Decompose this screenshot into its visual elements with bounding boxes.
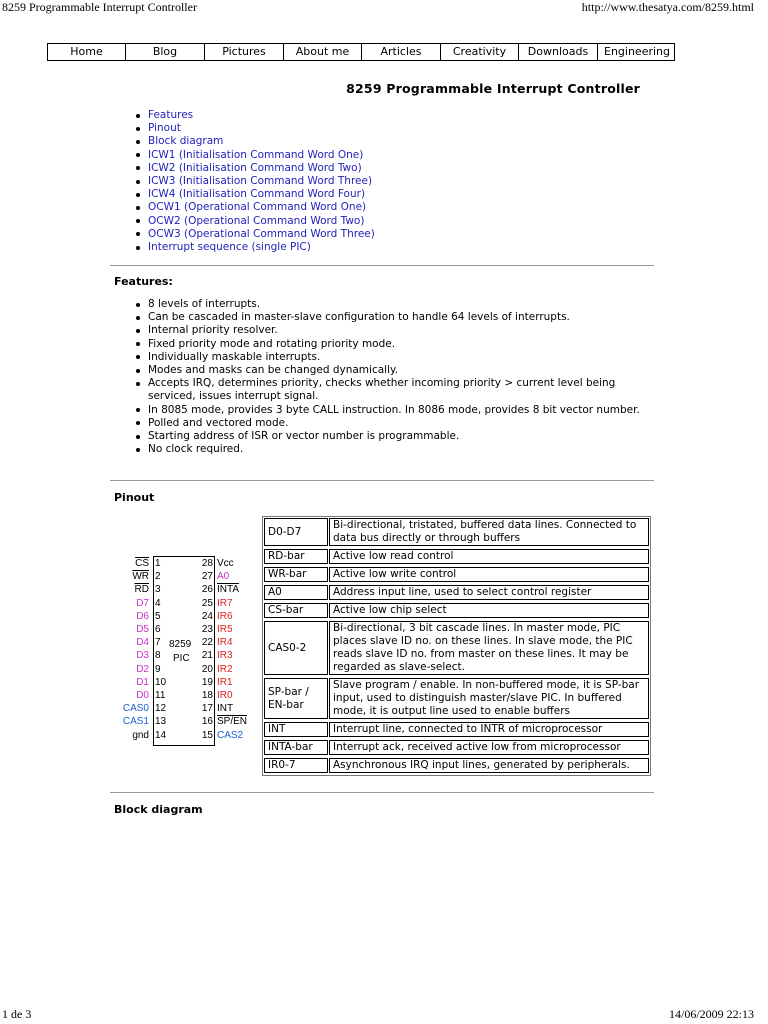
pin-number: 23	[201, 624, 213, 635]
pin-number: 10	[155, 676, 167, 688]
table-of-contents	[148, 109, 375, 254]
nav-blog[interactable]: Blog	[126, 44, 205, 60]
pin-label: $\overline{CS}$	[135, 558, 149, 569]
pin-number: 26	[201, 584, 213, 596]
pin-desc-cell: Address input line, used to select control register	[329, 585, 649, 600]
pin-number: 6	[155, 624, 161, 635]
pin-number: 16	[201, 716, 213, 728]
table-row	[263, 566, 650, 584]
pin-label: D4	[136, 637, 149, 649]
chip-label-bottom: PIC	[173, 653, 190, 664]
pin-label: INTA	[217, 584, 240, 596]
pin-label: $\overline{RD}$	[134, 584, 149, 596]
pin-number: 3	[155, 584, 161, 596]
pin-name-cell: CAS0-2	[264, 621, 328, 675]
pin-label: D0	[136, 690, 149, 701]
divider	[110, 792, 654, 793]
print-footer-page: 1 de 3	[2, 1007, 32, 1021]
list-item: Individually maskable interrupts.	[148, 351, 656, 364]
pin-label: SP/EN	[217, 716, 248, 728]
list-item: Fixed priority mode and rotating priority mode.	[148, 338, 656, 351]
pin-desc-cell: Active low read control	[329, 549, 649, 564]
nav-about-me[interactable]: About me	[284, 44, 362, 60]
pin-number: 15	[201, 729, 213, 741]
pin-number: 8	[155, 650, 161, 662]
pin-desc-cell: Slave program / enable. In non-buffered mode, it is SP-bar input, used to distinguish master/slave PIC. In buffered mode, it is output line used to enable buffers	[329, 678, 649, 719]
pin-number: 1	[155, 558, 161, 569]
pin-number: 28	[201, 558, 213, 569]
pin-desc-cell: Bi-directional, tristated, buffered data lines. Connected to data bus directly or through buffers	[329, 518, 649, 546]
pin-number: 12	[155, 703, 167, 715]
pin-label: A0	[217, 571, 230, 583]
nav-engineering[interactable]: Engineering	[604, 45, 670, 58]
table-row	[263, 548, 650, 566]
toc-link[interactable]: ICW4 (Initialisation Command Word Four)	[148, 188, 375, 201]
pin-number: 27	[201, 571, 213, 583]
pin-desc-cell: Active low write control	[329, 567, 649, 582]
pin-label: IR1	[217, 676, 233, 688]
pin-number: 25	[201, 597, 213, 609]
divider	[110, 265, 654, 266]
nav-home[interactable]: Home	[48, 44, 126, 60]
pin-desc-cell: Bi-directional, 3 bit cascade lines. In master mode, PIC places slave ID no. on these lines. In slave mode, the PIC reads slave ID no. from master on these lines. It may be regarded as slave-select.	[329, 621, 649, 675]
table-row	[263, 677, 650, 721]
pinout-diagram	[115, 556, 260, 748]
pin-label: $\overline{WR}$	[132, 571, 149, 583]
pin-label: CAS2	[217, 729, 244, 741]
pin-label: D3	[136, 650, 149, 662]
nav-bar	[47, 43, 675, 61]
print-header-url: http://www.thesatya.com/8259.html	[581, 0, 754, 14]
pin-number: 14	[155, 729, 167, 741]
pin-name-cell: IR0-7	[264, 758, 328, 773]
pin-name-cell: RD-bar	[264, 549, 328, 564]
table-row	[263, 602, 650, 620]
pin-number: 24	[201, 610, 213, 622]
pin-label: IR2	[217, 663, 233, 675]
table-row	[263, 620, 650, 677]
list-item: Starting address of ISR or vector number is programmable.	[148, 430, 656, 443]
pin-label: IR5	[217, 624, 233, 635]
pin-label: D1	[136, 676, 149, 688]
pin-name-cell: A0	[264, 585, 328, 600]
pin-label: IR4	[217, 637, 233, 649]
list-item: In 8085 mode, provides 3 byte CALL instruction. In 8086 mode, provides 8 bit vector number.	[148, 404, 656, 417]
list-item: Internal priority resolver.	[148, 324, 656, 337]
table-row	[263, 517, 650, 548]
pin-name-cell: INT	[264, 722, 328, 737]
pin-desc-cell: Asynchronous IRQ input lines, generated by peripherals.	[329, 758, 649, 773]
features-heading: Features:	[114, 275, 173, 288]
pinout-heading: Pinout	[114, 491, 155, 504]
print-header-title: 8259 Programmable Interrupt Controller	[2, 0, 197, 14]
pin-number: 4	[155, 597, 161, 609]
pin-name-cell: WR-bar	[264, 567, 328, 582]
pin-label: CAS1	[122, 716, 149, 728]
toc-link[interactable]: Block diagram	[148, 135, 375, 148]
pin-number: 18	[201, 690, 213, 701]
pin-label: gnd	[132, 729, 149, 741]
toc-link[interactable]: ICW2 (Initialisation Command Word Two)	[148, 162, 375, 175]
pin-number: 9	[155, 663, 161, 675]
nav-articles[interactable]: Articles	[362, 44, 441, 60]
toc-link[interactable]: ICW1 (Initialisation Command Word One)	[148, 149, 375, 162]
pin-label: IR0	[217, 690, 233, 701]
pin-number: 19	[201, 676, 213, 688]
table-row	[263, 584, 650, 602]
pin-label: IR3	[217, 650, 233, 662]
pin-number: 7	[155, 637, 161, 649]
pin-name-cell: D0-D7	[264, 518, 328, 546]
pin-label: CAS0	[122, 703, 149, 715]
chip-label-top: 8259	[169, 639, 192, 650]
table-row	[263, 757, 650, 775]
pin-number: 17	[201, 703, 213, 715]
pin-label: INT	[217, 703, 234, 715]
list-item: No clock required.	[148, 443, 656, 456]
divider	[110, 480, 654, 481]
toc-link[interactable]: OCW1 (Operational Command Word One)	[148, 201, 375, 214]
pin-label: D7	[136, 597, 149, 609]
list-item: 8 levels of interrupts.	[148, 298, 656, 311]
page-title: 8259 Programmable Interrupt Controller	[346, 81, 640, 96]
pin-label: Vcc	[217, 558, 234, 569]
pin-label: IR7	[217, 597, 233, 609]
pin-desc-cell: Interrupt ack, received active low from microprocessor	[329, 740, 649, 755]
features-list	[148, 298, 656, 456]
pin-name-cell: CS-bar	[264, 603, 328, 618]
pin-number: 13	[155, 716, 167, 728]
toc-link[interactable]: Interrupt sequence (single PIC)	[148, 241, 375, 254]
pin-number: 20	[201, 663, 213, 675]
pin-label: D5	[136, 624, 149, 635]
list-item: Polled and vectored mode.	[148, 417, 656, 430]
pin-number: 21	[201, 650, 213, 662]
pin-number: 2	[155, 571, 161, 583]
pin-number: 22	[201, 637, 213, 649]
pin-table	[262, 516, 651, 776]
nav-creativity[interactable]: Creativity	[441, 44, 519, 60]
block-diagram-heading: Block diagram	[114, 803, 203, 816]
pin-desc-cell: Interrupt line, connected to INTR of microprocessor	[329, 722, 649, 737]
pin-name-cell: INTA-bar	[264, 740, 328, 755]
pin-label: IR6	[217, 610, 233, 622]
toc-link[interactable]: Pinout	[148, 122, 375, 135]
list-item: Accepts IRQ, determines priority, checks whether incoming priority > current level being serviced, issues interrupt signal.	[148, 377, 656, 403]
print-footer-datetime: 14/06/2009 22:13	[668, 1007, 754, 1021]
pin-label: D2	[136, 663, 149, 675]
table-row	[263, 721, 650, 739]
toc-link[interactable]: Features	[148, 109, 375, 122]
pin-desc-cell: Active low chip select	[329, 603, 649, 618]
pin-label: D6	[136, 610, 149, 622]
pin-name-cell: SP-bar / EN-bar	[264, 678, 328, 719]
table-row	[263, 739, 650, 757]
pin-number: 11	[155, 690, 166, 701]
nav-downloads[interactable]: Downloads	[519, 44, 598, 60]
list-item: Can be cascaded in master-slave configuration to handle 64 levels of interrupts.	[148, 311, 656, 324]
toc-link[interactable]: OCW2 (Operational Command Word Two)	[148, 215, 375, 228]
pin-number: 5	[155, 610, 161, 622]
nav-pictures[interactable]: Pictures	[205, 44, 284, 60]
toc-link[interactable]: ICW3 (Initialisation Command Word Three)	[148, 175, 375, 188]
list-item: Modes and masks can be changed dynamically.	[148, 364, 656, 377]
toc-link[interactable]: OCW3 (Operational Command Word Three)	[148, 227, 375, 240]
